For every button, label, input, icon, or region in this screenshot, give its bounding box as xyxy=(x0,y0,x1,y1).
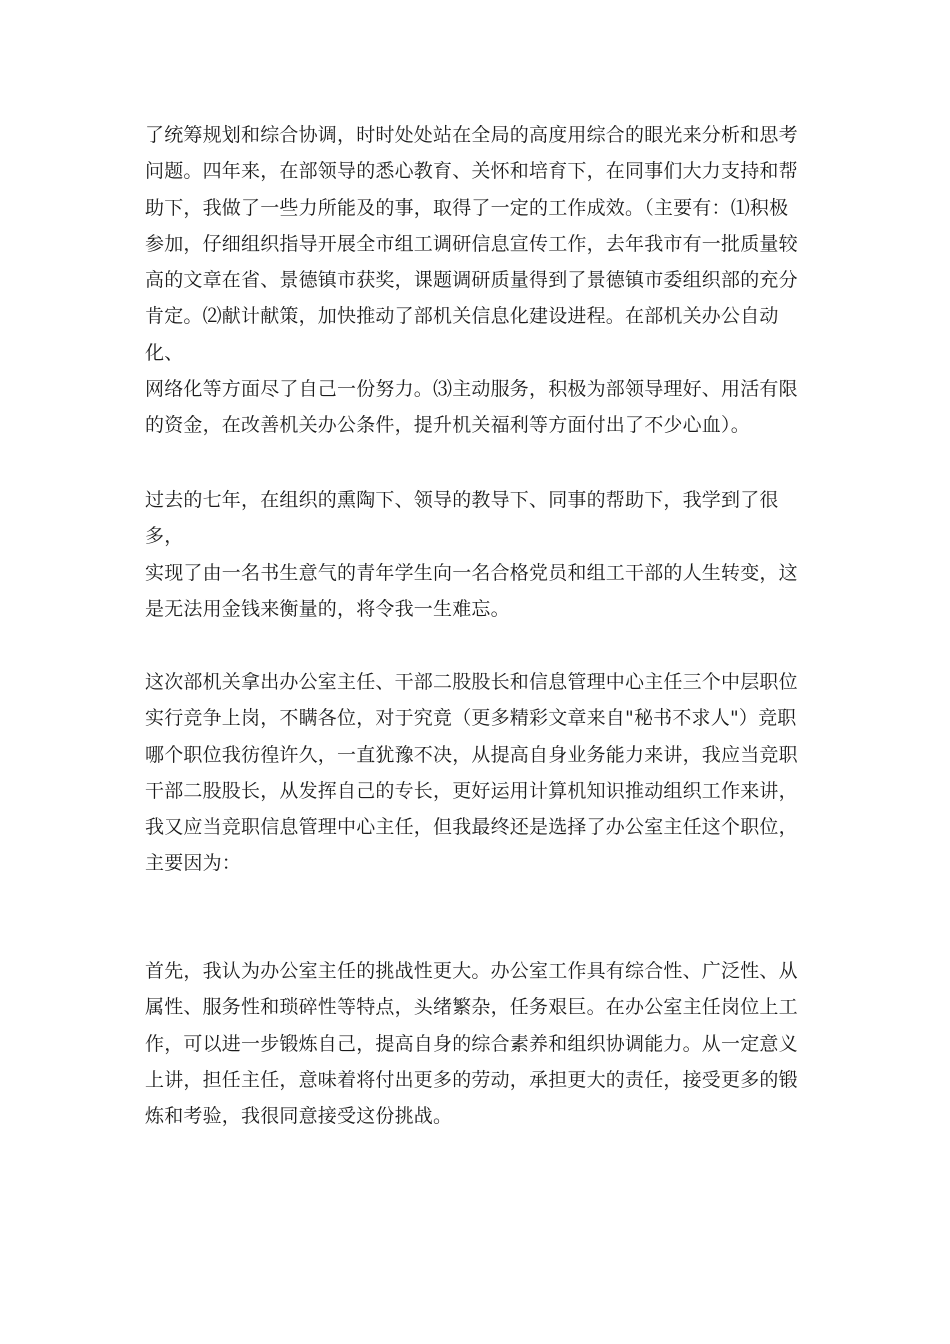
paragraph-1: 了统筹规划和综合协调，时时处处站在全局的高度用综合的眼光来分析和思考 问题。四年来，在部领导的悉心教育、关怀和培育下，在同事们大力支持和帮 助下，我做了一些力所能及的事，取得了一定的工作成效。（主要有：⑴积极 参加，仔细组织指导开展全市组工调研信息宣传工作，去年我市有一批质量较 高的文章在省、景德镇市获奖，课题调研质量得到了景德镇市委组织部的充分 肯定。⑵献计献策，加快推动了部机关信息化建设进程。在部机关办公自动化、 网络化等方面尽了自己一份努力。⑶主动服务，积极为部领导理好、用活有限 的资金，在改善机关办公条件，提升机关福利等方面付出了不少心血）。 xyxy=(145,124,798,437)
paragraph-3: 这次部机关拿出办公室主任、干部二股股长和信息管理中心主任三个中层职位 实行竞争上岗，不瞒各位，对于究竟（更多精彩文章来自"秘书不求人"）竞职 哪个职位我彷徨许久，一直犹豫不决，从提高自身业务能力来讲，我应当竞职 干部二股股长，从发挥自己的专长，更好运用计算机知识推动组织工作来讲， 我又应当竞职信息管理中心主任，但我最终还是选择了办公室主任这个职位， 主要因为： xyxy=(145,671,798,875)
paragraph-4: 首先，我认为办公室主任的挑战性更大。办公室工作具有综合性、广泛性、从 属性、服务性和琐碎性等特点，头绪繁杂，任务艰巨。在办公室主任岗位上工 作，可以进一步锻炼自己，提高自身的综合素养和组织协调能力。从一定意义 上讲，担任主任，意味着将付出更多的劳动，承担更大的责任，接受更多的锻 炼和考验，我很同意接受这份挑战。 xyxy=(145,960,798,1128)
paragraph-2: 过去的七年，在组织的熏陶下、领导的教导下、同事的帮助下，我学到了很多， 实现了由一名书生意气的青年学生向一名合格党员和组工干部的人生转变，这 是无法用金钱来衡量的，将令我一生难忘。 xyxy=(145,489,798,620)
